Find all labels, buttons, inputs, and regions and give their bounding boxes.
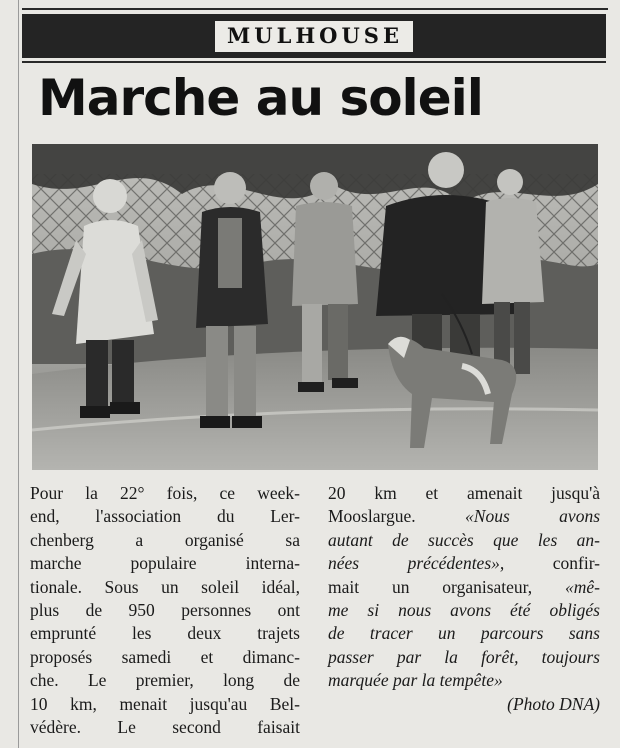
text-line: chenberg a organisé sa [30,529,300,550]
photo-credit: (Photo DNA) [507,693,600,714]
text-line: 20 km et amenait jusqu'à [328,483,600,503]
text-line: che. Le premier, long de [30,670,300,691]
section-label: MULHOUSE [215,21,413,52]
text-line: de tracer un parcours sans [328,623,600,644]
text-line: 10 km, menait jusqu'au Bel- [30,693,300,714]
text-line: Pour la 22° fois, ce week- [30,483,300,503]
headline: Marche au soleil [38,69,483,127]
photo-walkers [32,144,598,470]
text-line: me si nous avons été obligés [328,600,600,621]
section-banner [22,14,606,58]
column-rule [18,0,19,748]
article-photo [32,144,598,470]
article-column-left [30,482,300,739]
text-line: nées précédentes», confir- [328,553,600,574]
top-rule [22,8,608,10]
text-line: proposés samedi et dimanc- [30,646,300,667]
text-line: Mooslargue. «Nous avons [328,506,600,527]
text-line: védère. Le second faisait [30,717,300,738]
text-line: marquée par la tempête» [328,670,503,691]
text-line: passer par la forêt, toujours [328,646,600,667]
text-line: mait un organisateur, «mê- [328,576,600,597]
text-line: marche populaire interna- [30,553,300,574]
text-line: plus de 950 personnes ont [30,600,300,621]
text-line: end, l'association du Ler- [30,506,300,527]
banner-rule [22,61,606,63]
text-line: emprunté les deux trajets [30,623,300,644]
article-body [30,482,602,738]
article-column-right [328,482,600,716]
text-line: tionale. Sous un soleil idéal, [30,576,300,597]
text-line: autant de succès que les an- [328,529,600,550]
